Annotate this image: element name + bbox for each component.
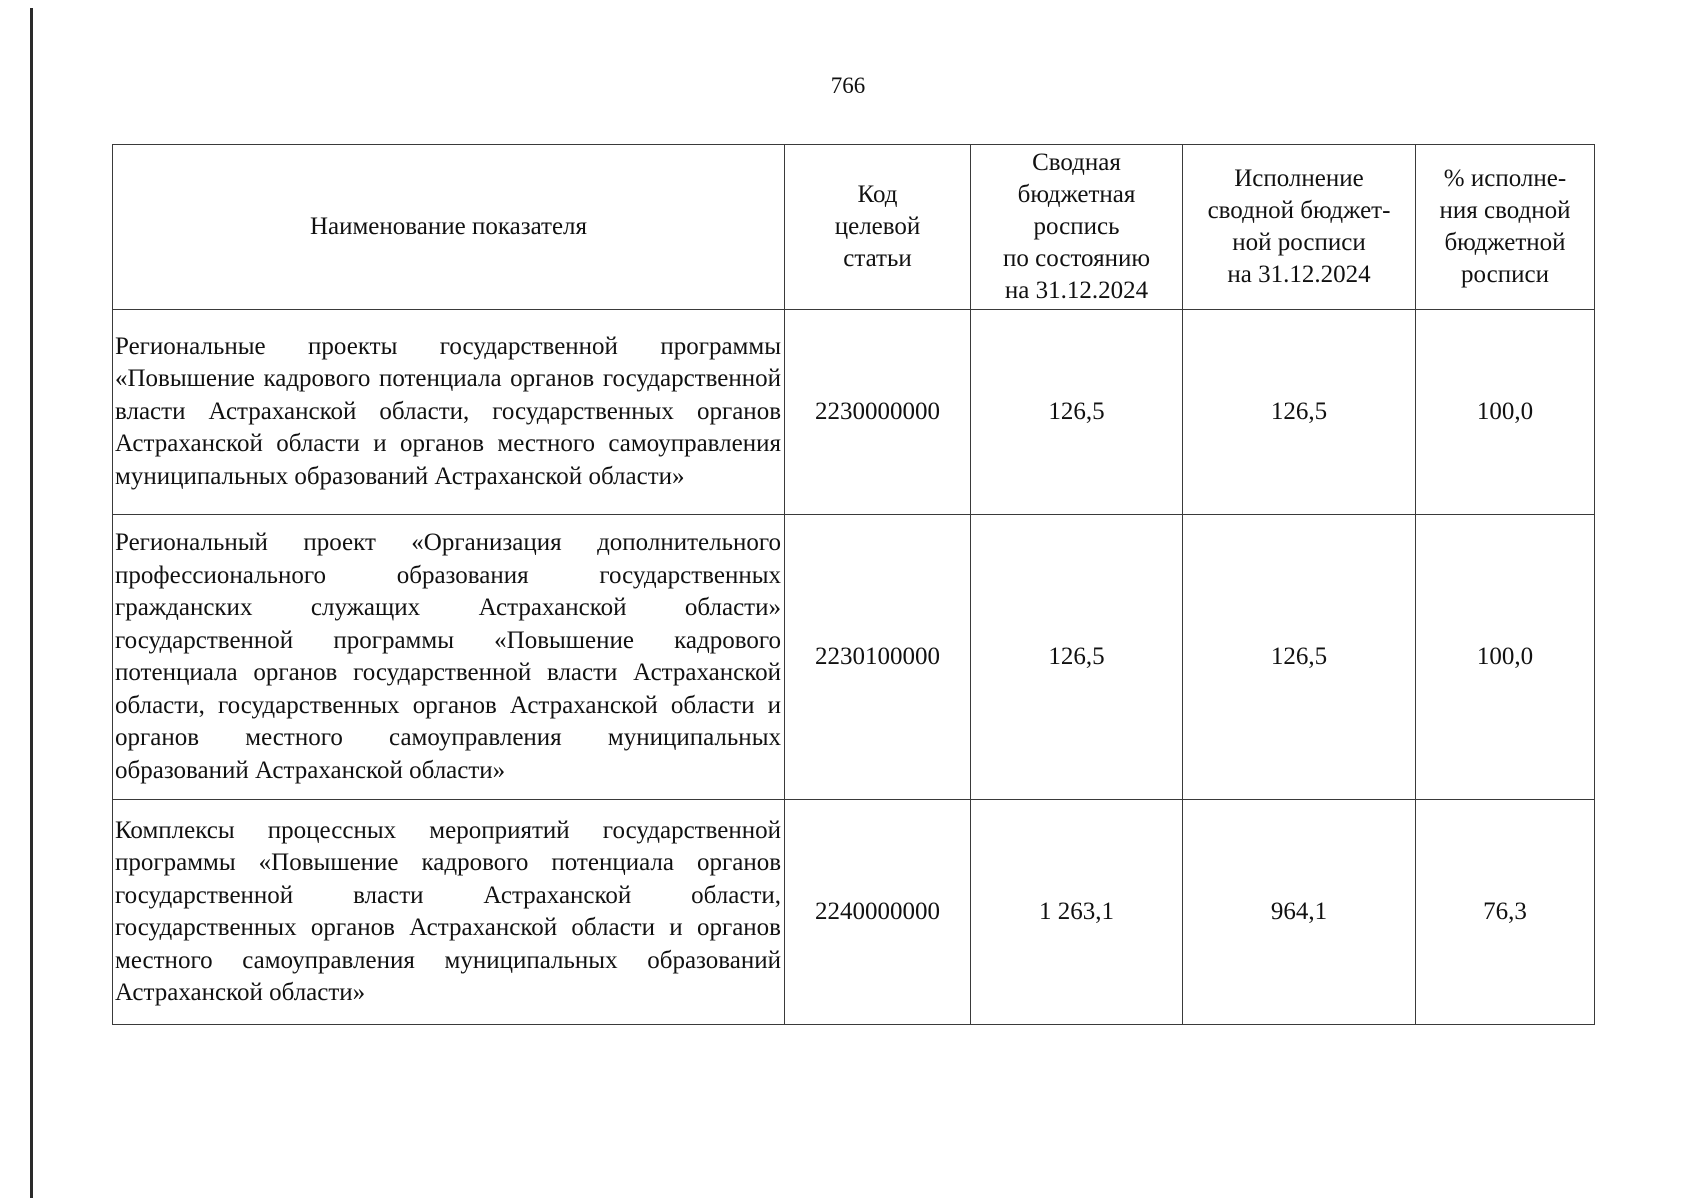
table-row (113, 515, 1595, 800)
executed-value-cell: 126,5 (1183, 310, 1416, 515)
indicator-name-cell: Комплексы процессных мероприятий государственной программы «Повышение кадрового потенциала органов государственной власти Астраханской области, государственных органов Астраханской области и органов местного самоуправления муниципальных образований Астраханской области» (113, 800, 785, 1025)
header-percent-line: бюджетной (1444, 229, 1566, 256)
table-header (113, 145, 1595, 310)
planned-value-cell: 126,5 (971, 310, 1183, 515)
table-row (113, 800, 1595, 1025)
header-code-line: целевой (834, 213, 921, 240)
executed-value-cell: 964,1 (1183, 800, 1416, 1025)
target-code-cell: 2230000000 (785, 310, 971, 515)
header-percent-line: ния сводной (1439, 197, 1571, 224)
header-executed-line: Исполнение (1234, 165, 1364, 192)
header-row (113, 145, 1595, 310)
header-percent-line: росписи (1461, 261, 1549, 288)
indicator-name-cell: Региональные проекты государственной программы «Повышение кадрового потенциала органов государственной власти Астраханской области, государственных органов Астраханской области и органов местного самоуправления муниципальных образований Астраханской области» (113, 310, 785, 515)
header-indicator-name-text: Наименование показателя (309, 213, 588, 240)
header-executed-line: сводной бюджет- (1207, 197, 1391, 224)
target-code-cell: 2230100000 (785, 515, 971, 800)
header-planned-line: на 31.12.2024 (1004, 277, 1149, 304)
budget-execution-table (112, 144, 1595, 1025)
header-planned-budget (971, 145, 1183, 310)
header-indicator-name (113, 145, 785, 310)
header-planned-line: Сводная (1032, 149, 1121, 176)
header-executed-budget (1183, 145, 1416, 310)
header-target-code (785, 145, 971, 310)
target-code-cell: 2240000000 (785, 800, 971, 1025)
header-executed-line: на 31.12.2024 (1227, 261, 1371, 288)
header-planned-line: бюджетная (1017, 181, 1136, 208)
planned-value-cell: 1 263,1 (971, 800, 1183, 1025)
header-planned-line: по состоянию (1003, 245, 1150, 272)
table-body (113, 310, 1595, 1025)
header-code-line: статьи (843, 245, 912, 272)
header-planned-line: роспись (1033, 213, 1120, 240)
header-percent-line: % исполне- (1443, 165, 1567, 192)
percent-value-cell: 76,3 (1416, 800, 1595, 1025)
indicator-name-cell: Региональный проект «Организация дополнительного профессионального образования государственных гражданских служащих Астраханской области» государственной программы «Повышение кадрового потенциала органов государственной власти Астраханской области, государственных органов Астраханской области и органов местного самоуправления муниципальных образований Астраханской области» (113, 515, 785, 800)
executed-value-cell: 126,5 (1183, 515, 1416, 800)
page-number: 766 (830, 73, 866, 98)
header-execution-percent (1416, 145, 1595, 310)
header-executed-line: ной росписи (1232, 229, 1366, 256)
percent-value-cell: 100,0 (1416, 515, 1595, 800)
header-code-line: Код (857, 181, 898, 208)
percent-value-cell: 100,0 (1416, 310, 1595, 515)
planned-value-cell: 126,5 (971, 515, 1183, 800)
scan-border-line (30, 8, 33, 1198)
table-row (113, 310, 1595, 515)
